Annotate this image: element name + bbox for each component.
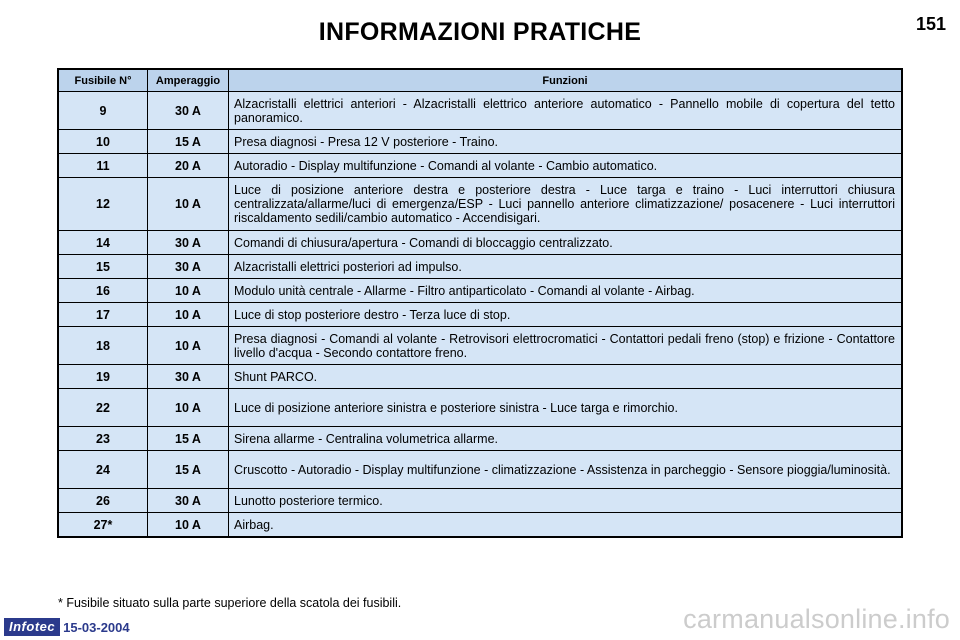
publication-date: 15-03-2004: [63, 619, 130, 635]
fuse-function: Alzacristalli elettrici posteriori ad impulso.: [229, 255, 903, 279]
fuse-function: Airbag.: [229, 513, 903, 538]
fuse-function: Presa diagnosi - Presa 12 V posteriore - Traino.: [229, 130, 903, 154]
infotec-logo: Infotec: [4, 618, 60, 636]
table-row: [58, 489, 902, 513]
fuse-amperage: 30 A: [148, 92, 229, 130]
fuse-number: 19: [58, 365, 148, 389]
fuse-function: Shunt PARCO.: [229, 365, 903, 389]
fuse-function: Autoradio - Display multifunzione - Comandi al volante - Cambio automatico.: [229, 154, 903, 178]
table-row: [58, 427, 902, 451]
fuse-amperage: 10 A: [148, 279, 229, 303]
fuse-function: Modulo unità centrale - Allarme - Filtro antiparticolato - Comandi al volante - Airbag.: [229, 279, 903, 303]
fuse-amperage: 10 A: [148, 178, 229, 231]
fuse-number: 10: [58, 130, 148, 154]
column-header-functions: Funzioni: [229, 69, 903, 92]
fuse-amperage: 30 A: [148, 255, 229, 279]
fuse-number: 24: [58, 451, 148, 489]
fuse-amperage: 10 A: [148, 327, 229, 365]
fuse-number: 14: [58, 231, 148, 255]
table-row: [58, 389, 902, 427]
fuse-amperage: 10 A: [148, 513, 229, 538]
fuse-function: Luce di posizione anteriore destra e posteriore destra - Luce targa e traino - Luci interruttori chiusura centralizzata/allarme/luci di emergenza/ESP - Luci pannello anteriore climatizzazione/ posacenere - Luci interruttori riscaldamento sedili/cambio automatico - Accendisigari.: [229, 178, 903, 231]
table-row: [58, 327, 902, 365]
fuse-amperage: 30 A: [148, 365, 229, 389]
table-row: [58, 365, 902, 389]
footnote: * Fusibile situato sulla parte superiore della scatola dei fusibili.: [58, 596, 402, 610]
fuse-number: 22: [58, 389, 148, 427]
table-row: [58, 130, 902, 154]
fuse-amperage: 15 A: [148, 130, 229, 154]
table-row: [58, 451, 902, 489]
table-row: [58, 154, 902, 178]
fuse-amperage: 15 A: [148, 451, 229, 489]
fuse-function: Sirena allarme - Centralina volumetrica allarme.: [229, 427, 903, 451]
column-header-fuse: Fusibile N°: [58, 69, 148, 92]
table-row: [58, 178, 902, 231]
fuse-number: 18: [58, 327, 148, 365]
table-header-row: [58, 69, 902, 92]
fuse-function: Luce di stop posteriore destro - Terza luce di stop.: [229, 303, 903, 327]
fuse-number: 16: [58, 279, 148, 303]
fuse-amperage: 15 A: [148, 427, 229, 451]
table-row: [58, 303, 902, 327]
table-row: [58, 513, 902, 538]
table-row: [58, 255, 902, 279]
column-header-amperage: Amperaggio: [148, 69, 229, 92]
fuse-amperage: 30 A: [148, 231, 229, 255]
fuse-number: 12: [58, 178, 148, 231]
fuse-function: Comandi di chiusura/apertura - Comandi di bloccaggio centralizzato.: [229, 231, 903, 255]
fuse-function: Alzacristalli elettrici anteriori - Alzacristalli elettrico anteriore automatico - Pannello mobile di copertura del tetto panoramico.: [229, 92, 903, 130]
fuse-number: 11: [58, 154, 148, 178]
fuse-function: Lunotto posteriore termico.: [229, 489, 903, 513]
fuse-table: [57, 68, 903, 538]
fuse-number: 23: [58, 427, 148, 451]
table-row: [58, 92, 902, 130]
page-title: INFORMAZIONI PRATICHE: [318, 18, 642, 46]
table-row: [58, 231, 902, 255]
fuse-number: 9: [58, 92, 148, 130]
fuse-number: 15: [58, 255, 148, 279]
table-row: [58, 279, 902, 303]
fuse-function: Cruscotto - Autoradio - Display multifunzione - climatizzazione - Assistenza in parcheggio - Sensore pioggia/luminosità.: [229, 451, 903, 489]
fuse-amperage: 10 A: [148, 303, 229, 327]
fuse-function: Luce di posizione anteriore sinistra e posteriore sinistra - Luce targa e rimorchio.: [229, 389, 903, 427]
page-number: 151: [915, 14, 946, 34]
footer-brand: [4, 618, 130, 636]
fuse-amperage: 30 A: [148, 489, 229, 513]
fuse-function: Presa diagnosi - Comandi al volante - Retrovisori elettrocromatici - Contattori pedali freno (stop) e frizione - Contattore livello d'acqua - Secondo contattore freno.: [229, 327, 903, 365]
watermark: carmanualsonline.info: [683, 604, 950, 634]
fuse-amperage: 20 A: [148, 154, 229, 178]
fuse-amperage: 10 A: [148, 389, 229, 427]
fuse-number: 26: [58, 489, 148, 513]
fuse-number: 17: [58, 303, 148, 327]
fuse-number: 27*: [58, 513, 148, 538]
